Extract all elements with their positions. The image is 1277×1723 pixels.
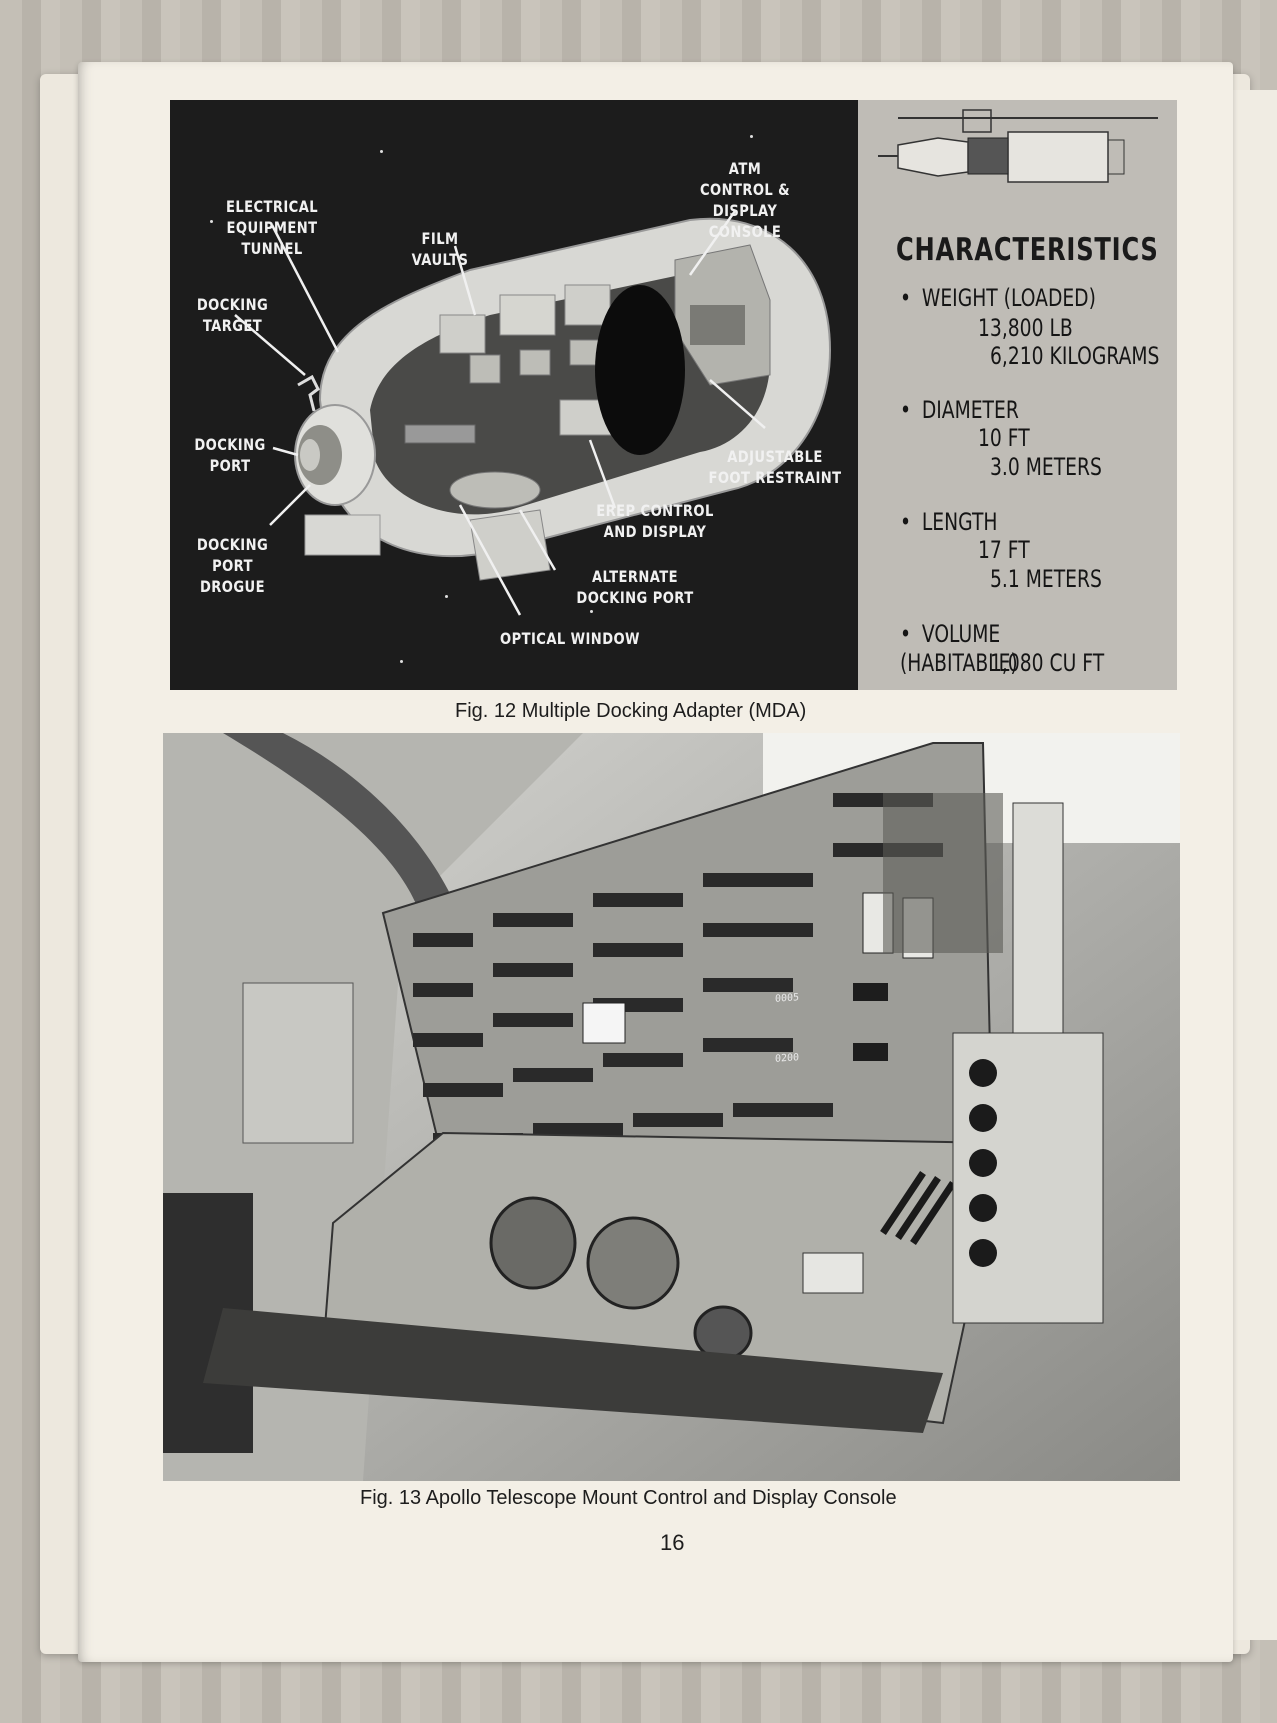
diameter-label: DIAMETER bbox=[921, 396, 1019, 424]
length-label: LENGTH bbox=[921, 508, 998, 536]
characteristic-weight: • WEIGHT (LOADED) bbox=[900, 284, 1096, 312]
label-docking-target: DOCKING TARGET bbox=[196, 295, 269, 335]
label-adjustable-foot-restraint: ADJUSTABLE FOOT RESTRAINT bbox=[708, 447, 842, 487]
length-meters: 5.1 METERS bbox=[990, 565, 1102, 593]
characteristic-diameter: • DIAMETER bbox=[900, 396, 1019, 424]
characteristic-length: • LENGTH bbox=[900, 508, 998, 536]
display-readout-2: 0200 bbox=[775, 1052, 800, 1065]
label-electrical-equipment-tunnel: ELECTRICAL EQUIPMENT TUNNEL bbox=[225, 197, 319, 258]
skylab-silhouette-icon bbox=[858, 100, 1177, 200]
weight-pounds: 13,800 LB bbox=[978, 314, 1073, 342]
label-docking-port: DOCKING PORT bbox=[194, 435, 266, 475]
characteristics-panel bbox=[858, 100, 1177, 690]
label-alternate-docking-port: ALTERNATE DOCKING PORT bbox=[576, 567, 694, 607]
characteristics-title: CHARACTERISTICS bbox=[896, 232, 1159, 268]
diameter-meters: 3.0 METERS bbox=[990, 453, 1102, 481]
label-atm-console: ATM CONTROL & DISPLAY CONSOLE bbox=[699, 159, 791, 241]
characteristic-volume: • VOLUME (HABITABLE) bbox=[900, 620, 1018, 677]
label-optical-window: OPTICAL WINDOW bbox=[500, 629, 640, 648]
figure-12-caption: Fig. 12 Multiple Docking Adapter (MDA) bbox=[455, 700, 807, 722]
length-feet: 17 FT bbox=[978, 536, 1030, 564]
page-number: 16 bbox=[660, 1530, 685, 1555]
label-erep-control-display: EREP CONTROL AND DISPLAY bbox=[596, 501, 714, 541]
mda-illustration bbox=[170, 100, 858, 690]
figure-13-caption: Fig. 13 Apollo Telescope Mount Control and Display Console bbox=[360, 1487, 897, 1509]
figure-13-photo bbox=[163, 733, 1180, 1481]
diameter-feet: 10 FT bbox=[978, 424, 1030, 452]
weight-label: WEIGHT (LOADED) bbox=[921, 284, 1096, 312]
volume-cubic-feet: 1,080 CU FT bbox=[990, 649, 1105, 677]
display-readout-1: 0005 bbox=[775, 992, 800, 1005]
volume-label: VOLUME (HABITABLE) bbox=[900, 620, 1018, 677]
weight-kilograms: 6,210 KILOGRAMS bbox=[990, 342, 1160, 370]
atm-console-photo bbox=[163, 733, 1180, 1481]
label-docking-port-drogue: DOCKING PORT DROGUE bbox=[196, 535, 269, 596]
label-film-vaults: FILM VAULTS bbox=[411, 229, 469, 269]
figure-12 bbox=[170, 100, 1177, 690]
